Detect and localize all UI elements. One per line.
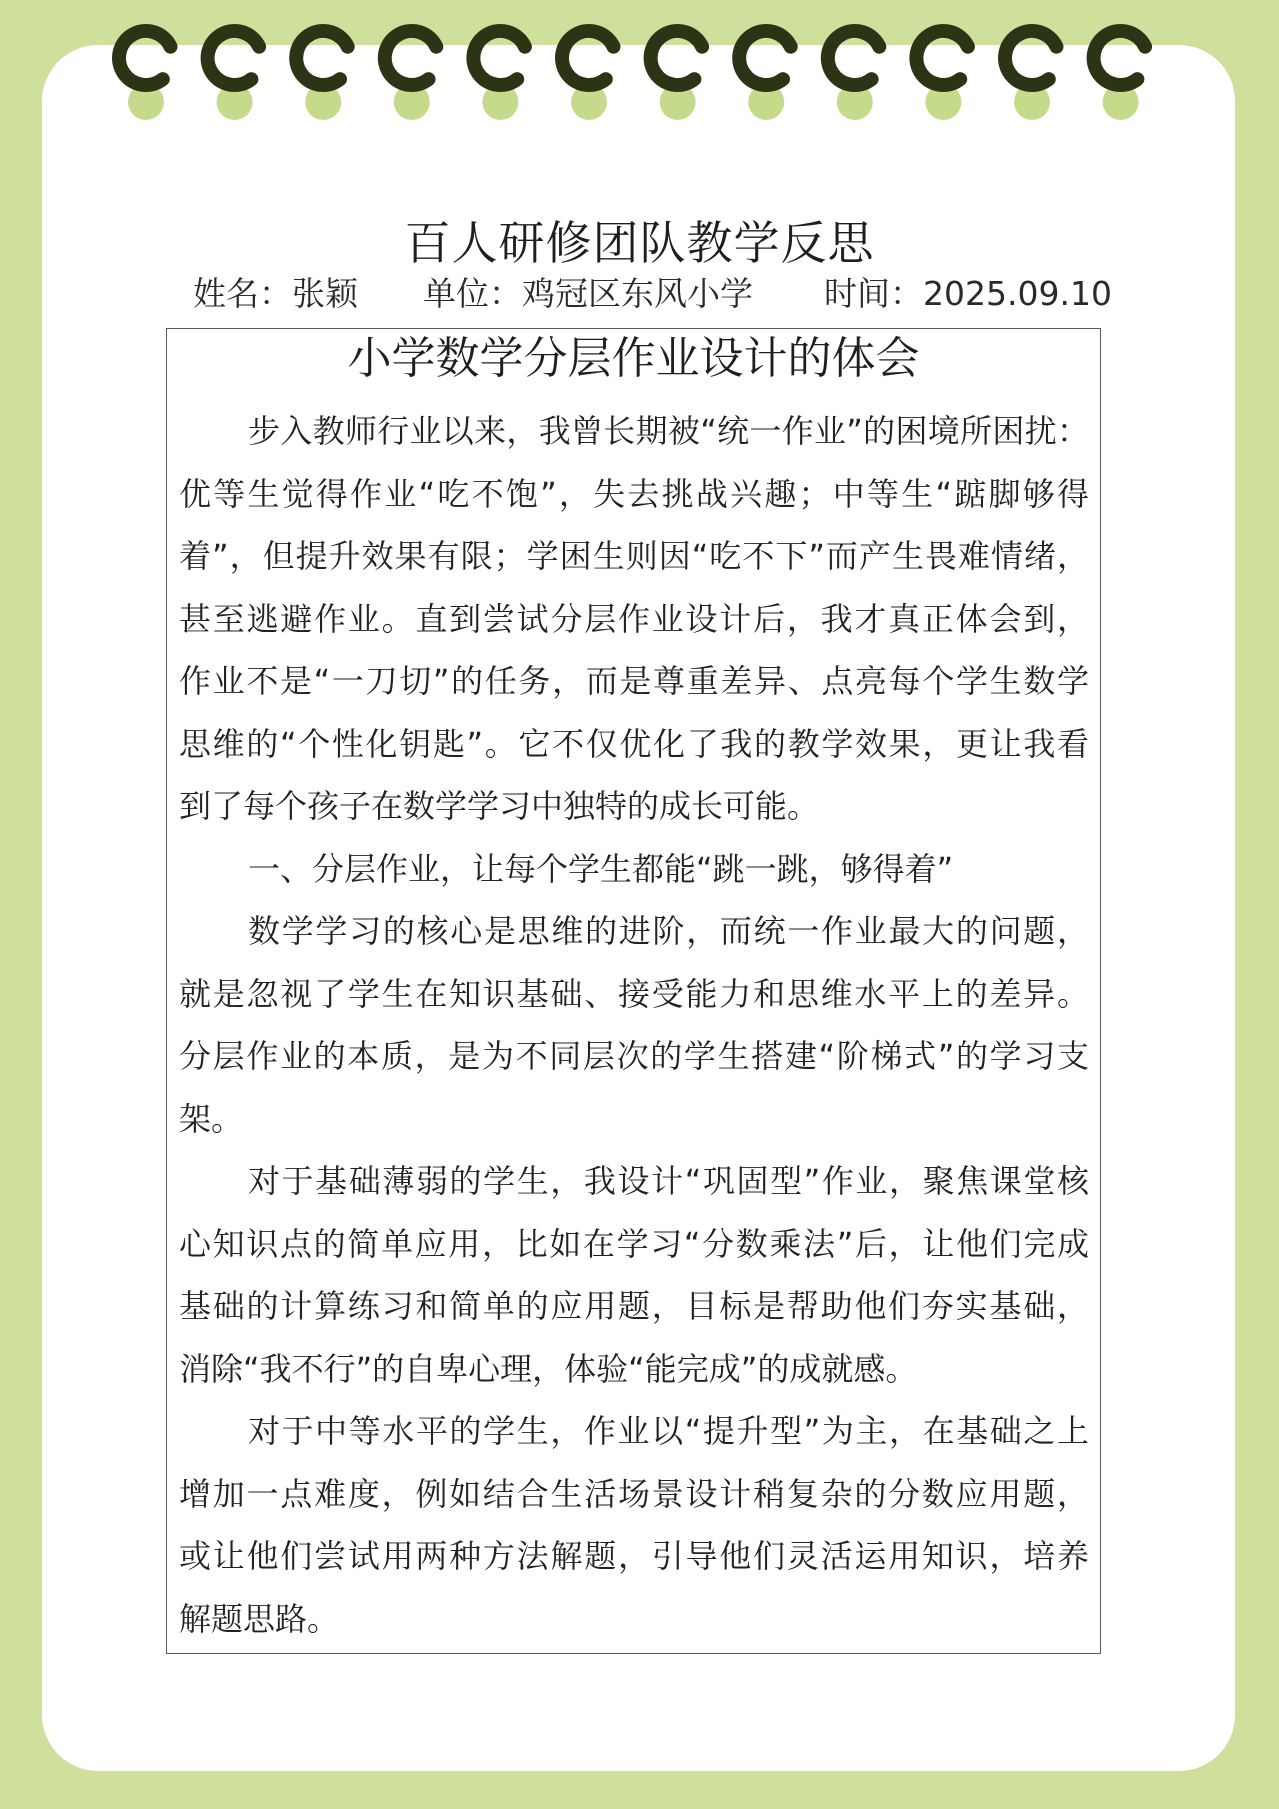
paragraph-line: 增加一点难度，例如结合生活场景设计稍复杂的分数应用题， (179, 1475, 1089, 1513)
paragraph-line: 对于基础薄弱的学生，我设计“巩固型”作业，聚焦课堂核 (248, 1162, 1089, 1200)
paragraph-line: 着”，但提升效果有限；学困生则因“吃不下”而产生畏难情绪， (179, 537, 1089, 575)
paragraph-line: 基础的计算练习和简单的应用题，目标是帮助他们夯实基础， (179, 1287, 1089, 1325)
section-heading: 一、分层作业，让每个学生都能“跳一跳，够得着” (248, 850, 954, 888)
paragraph-line: 分层作业的本质，是为不同层次的学生搭建“阶梯式”的学习支 (179, 1037, 1089, 1075)
paragraph-line: 心知识点的简单应用，比如在学习“分数乘法”后，让他们完成 (179, 1225, 1089, 1263)
author-unit: 单位：鸡冠区东风小学 (423, 274, 753, 313)
paragraph-line: 架。 (179, 1100, 244, 1138)
paragraph-line: 甚至逃避作业。直到尝试分层作业设计后，我才真正体会到， (179, 600, 1089, 638)
paragraph-line: 数学学习的核心是思维的进阶，而统一作业最大的问题， (248, 912, 1089, 950)
paragraph-line: 或让他们尝试用两种方法解题，引导他们灵活运用知识，培养 (179, 1537, 1089, 1575)
paragraph-line: 到了每个孩子在数学学习中独特的成长可能。 (179, 787, 820, 825)
date-label: 时间：2025.09.10 (824, 274, 1112, 313)
paragraph-line: 就是忽视了学生在知识基础、接受能力和思维水平上的差异。 (179, 975, 1089, 1013)
paragraph-line: 对于中等水平的学生，作业以“提升型”为主，在基础之上 (248, 1412, 1089, 1450)
paragraph-line: 思维的“个性化钥匙”。它不仅优化了我的教学效果，更让我看 (179, 725, 1089, 763)
page-title: 百人研修团队教学反思 (404, 216, 875, 270)
paragraph-line: 步入教师行业以来，我曾长期被“统一作业”的困境所困扰： (248, 412, 1089, 450)
article-title: 小学数学分层作业设计的体会 (347, 333, 920, 384)
paragraph-line: 作业不是“一刀切”的任务，而是尊重差异、点亮每个学生数学 (179, 662, 1089, 700)
author-name: 姓名：张颖 (193, 274, 358, 313)
paragraph-line: 消除“我不行”的自卑心理，体验“能完成”的成就感。 (179, 1350, 918, 1388)
paragraph-line: 优等生觉得作业“吃不饱”，失去挑战兴趣；中等生“踮脚够得 (179, 475, 1089, 513)
paragraph-line: 解题思路。 (179, 1600, 340, 1638)
